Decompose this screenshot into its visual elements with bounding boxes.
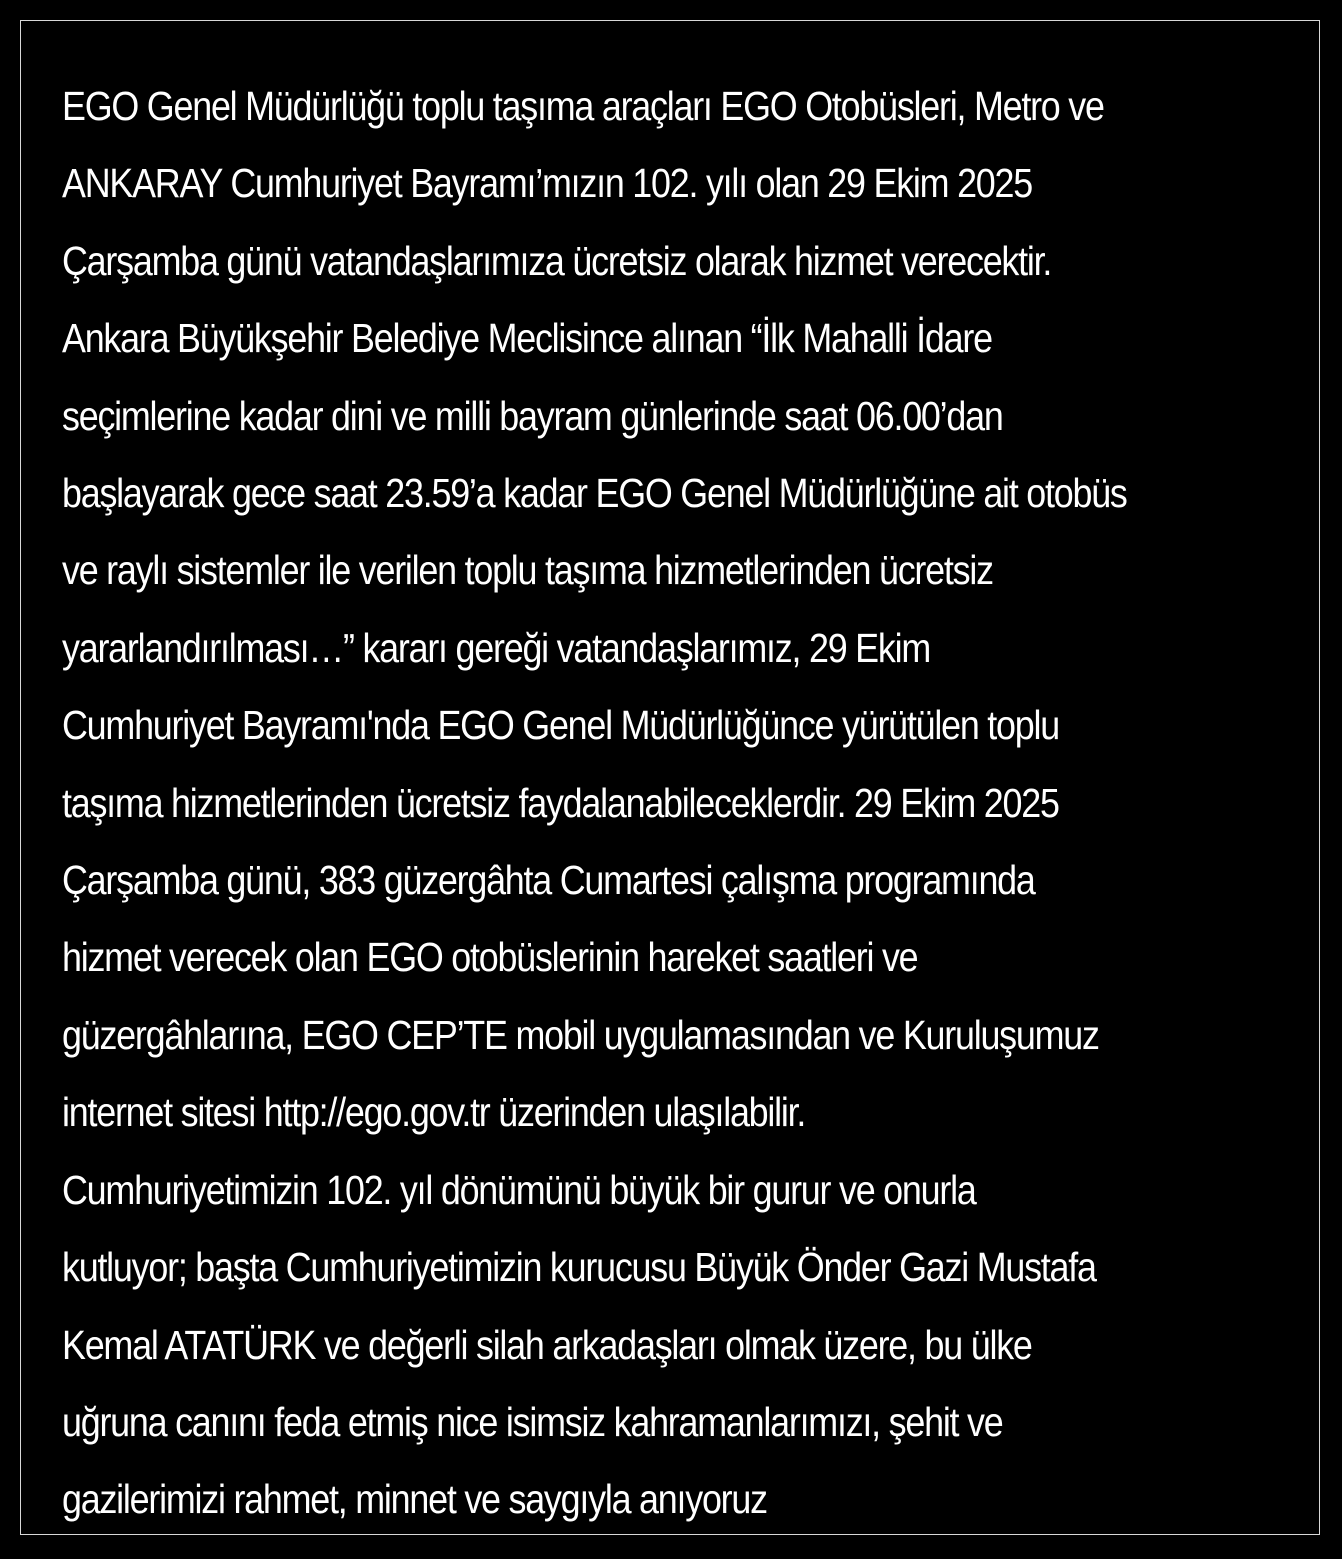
text-line: seçimlerine kadar dini ve milli bayram günlerinde saat 06.00’dan xyxy=(62,392,1003,439)
text-line: güzergâhlarına, EGO CEP’TE mobil uygulamasından ve Kuruluşumuz xyxy=(62,1011,1099,1058)
text-line: gazilerimizi rahmet, minnet ve saygıyla anıyoruz xyxy=(62,1476,767,1523)
text-line: ANKARAY Cumhuriyet Bayramı’mızın 102. yılı olan 29 Ekim 2025 xyxy=(62,160,1032,207)
text-line: Cumhuriyetimizin 102. yıl dönümünü büyük bir gurur ve onurla xyxy=(62,1166,976,1213)
text-line: EGO Genel Müdürlüğü toplu taşıma araçları EGO Otobüsleri, Metro ve xyxy=(62,83,1104,129)
text-line: taşıma hizmetlerinden ücretsiz faydalanabileceklerdir. 29 Ekim 2025 xyxy=(62,779,1059,826)
text-line: Kemal ATATÜRK ve değerli silah arkadaşları olmak üzere, bu ülke xyxy=(62,1321,1032,1368)
text-line: hizmet verecek olan EGO otobüslerinin hareket saatleri ve xyxy=(62,934,918,981)
text-line: Çarşamba günü vatandaşlarımıza ücretsiz olarak hizmet verecektir. xyxy=(62,237,1052,284)
text-line: Ankara Büyükşehir Belediye Meclisince alınan “İlk Mahalli İdare xyxy=(62,315,992,362)
text-line: kutluyor; başta Cumhuriyetimizin kurucusu Büyük Önder Gazi Mustafa xyxy=(62,1244,1096,1291)
text-line: uğruna canını feda etmiş nice isimsiz kahramanlarımızı, şehit ve xyxy=(62,1398,1003,1445)
text-line: internet sitesi http://ego.gov.tr üzerinden ulaşılabilir. xyxy=(62,1089,806,1136)
text-line: başlayarak gece saat 23.59’a kadar EGO Genel Müdürlüğüne ait otobüs xyxy=(62,470,1127,517)
text-line: Çarşamba günü, 383 güzergâhta Cumartesi çalışma programında xyxy=(62,857,1035,904)
text-line: ve raylı sistemler ile verilen toplu taşıma hizmetlerinden ücretsiz xyxy=(62,547,993,594)
announcement-text xyxy=(62,68,1156,1539)
text-line: yararlandırılması…” kararı gereği vatandaşlarımız, 29 Ekim xyxy=(62,624,931,671)
text-line: Cumhuriyet Bayramı'nda EGO Genel Müdürlüğünce yürütülen toplu xyxy=(62,702,1059,749)
